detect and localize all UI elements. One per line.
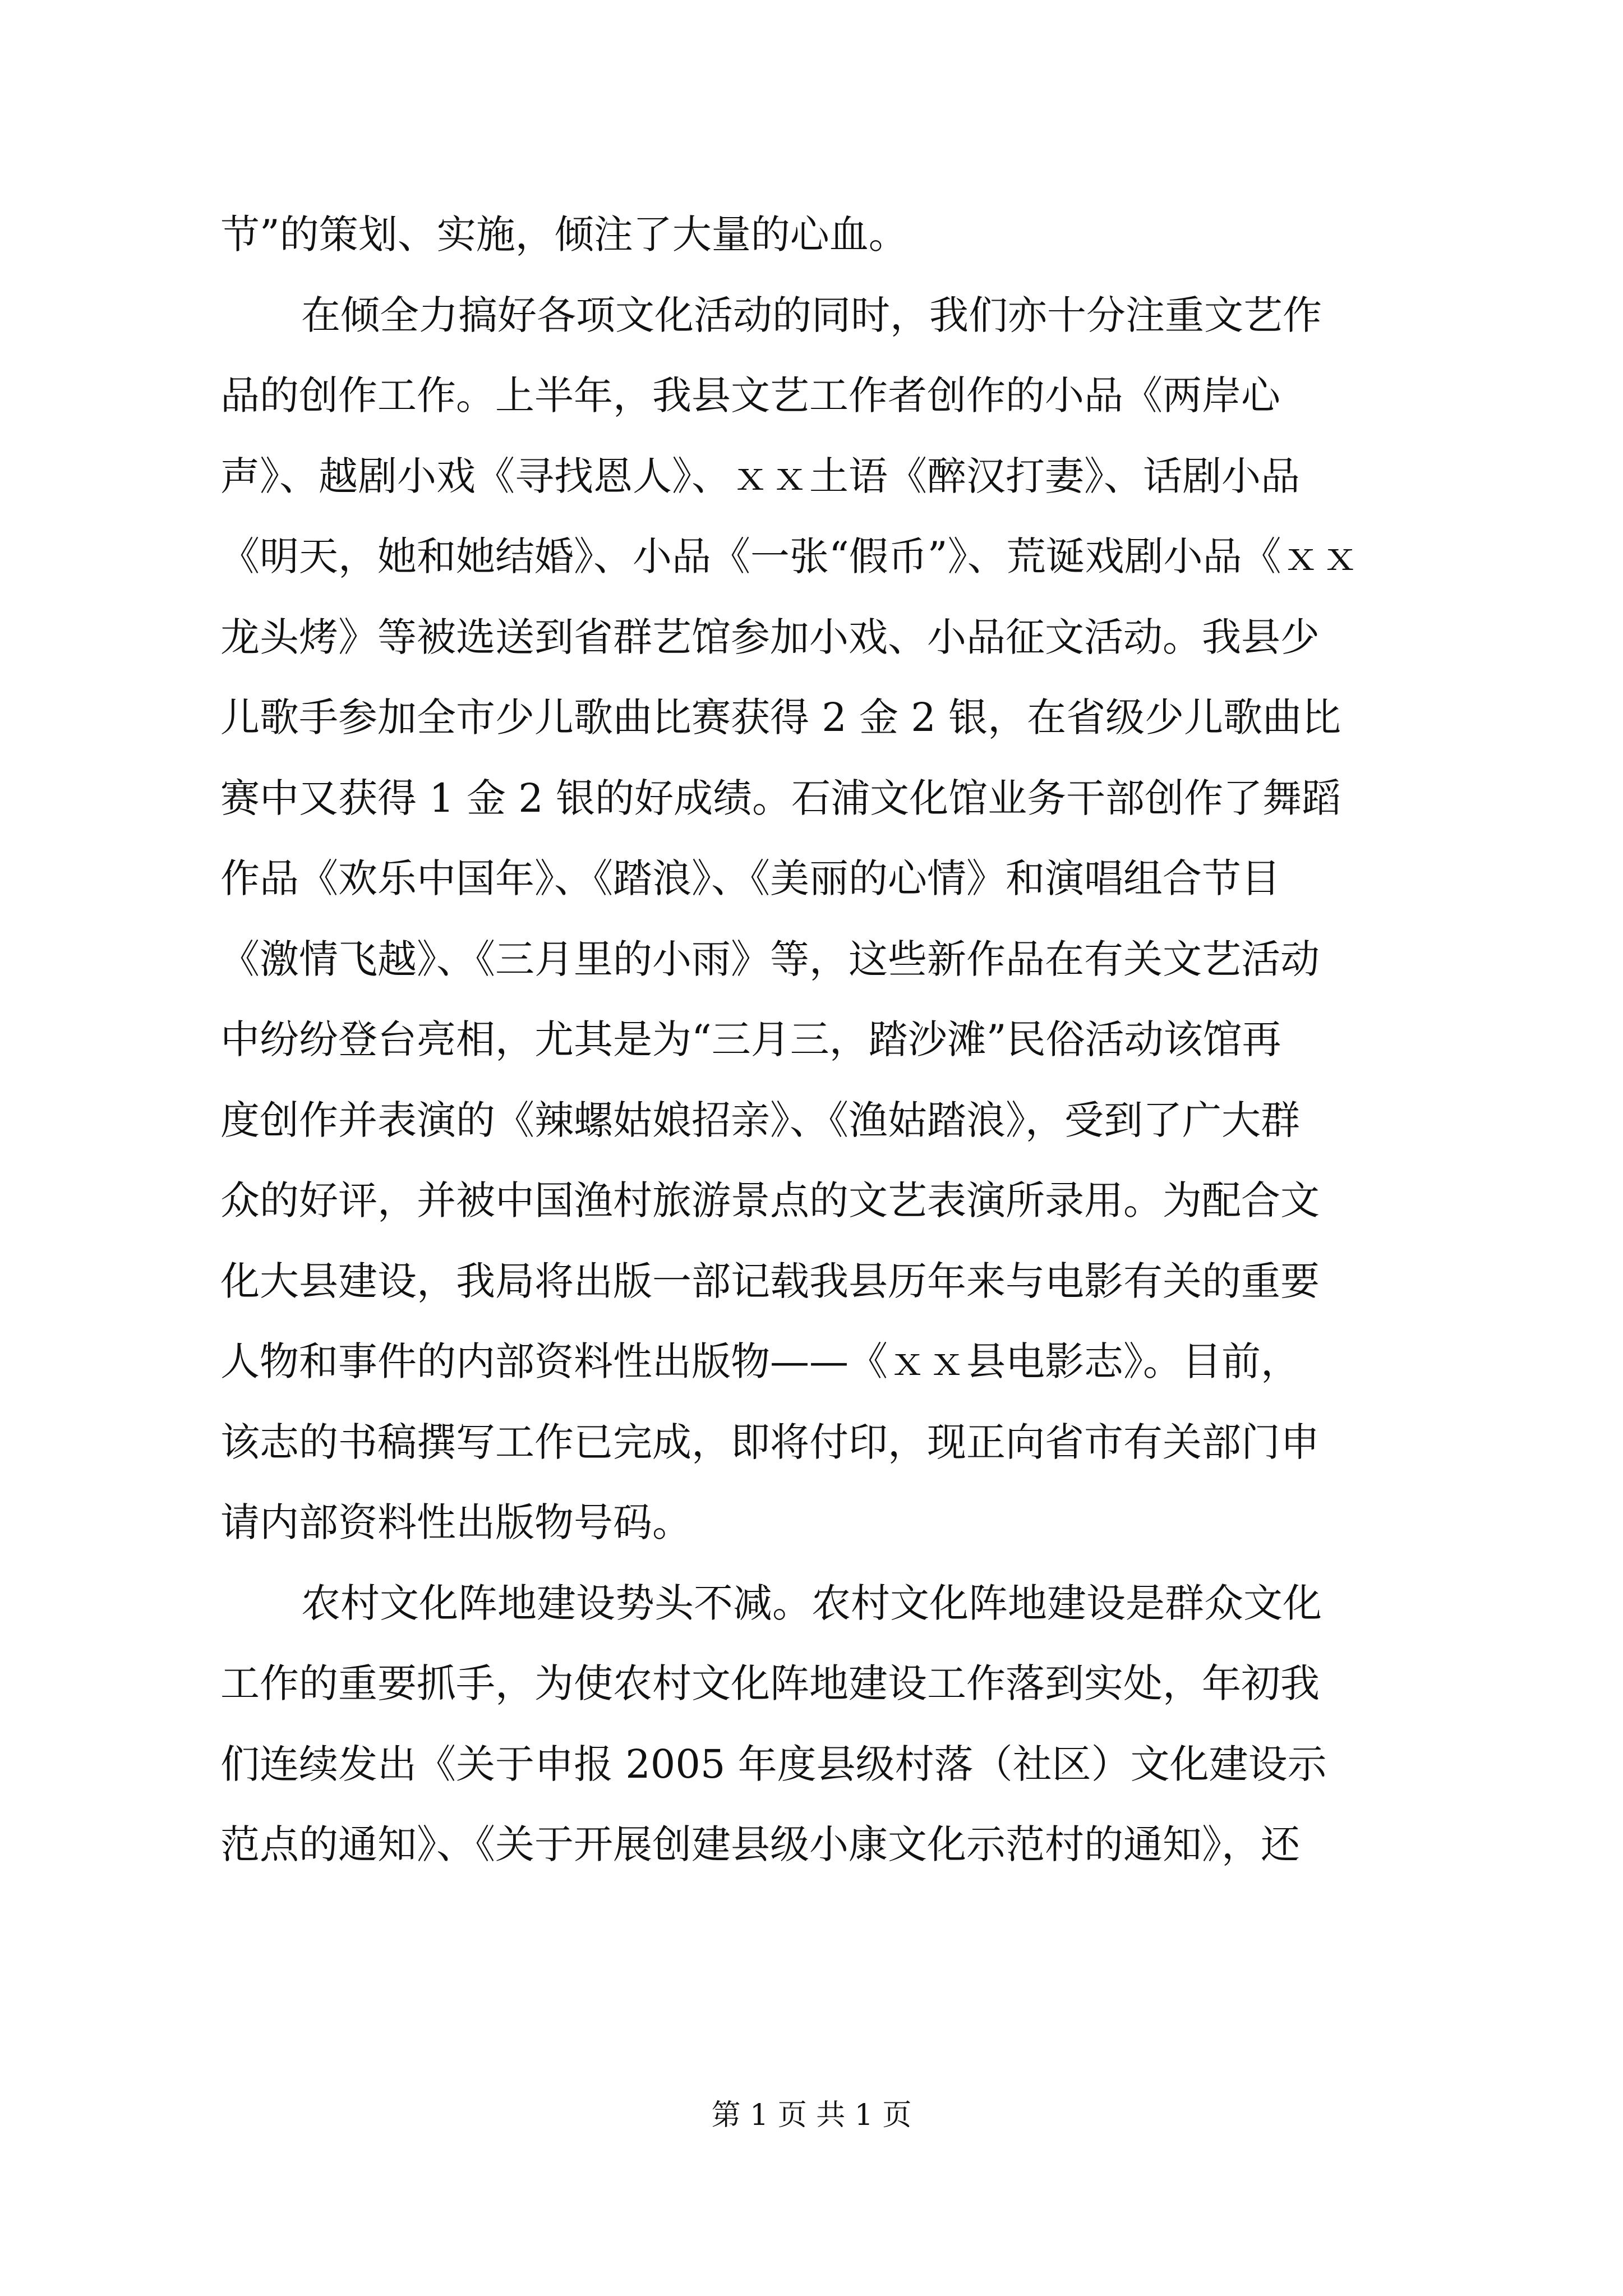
text-line: 人物和事件的内部资料性出版物——《ｘｘ县电影志》。目前，: [220, 1338, 1300, 1384]
text-line: 赛中又获得 1 金 2 银的好成绩。石浦文化馆业务干部创作了舞蹈: [220, 775, 1341, 821]
paragraph-first-line: 在倾全力搞好各项文化活动的同时，我们亦十分注重文艺作: [301, 292, 1322, 338]
text-line: 中纷纷登台亮相，尤其是为“三月三，踏沙滩”民俗活动该馆再: [220, 1016, 1281, 1062]
text-line: 请内部资料性出版物号码。: [220, 1499, 691, 1545]
text-line: 儿歌手参加全市少儿歌曲比赛获得 2 金 2 银，在省级少儿歌曲比: [220, 694, 1341, 740]
page-number-footer: 第 1 页 共 1 页: [711, 2099, 912, 2132]
text-line: 该志的书稿撰写工作已完成，即将付印，现正向省市有关部门申: [220, 1419, 1320, 1465]
text-line: 声》、越剧小戏《寻找恩人》、ｘｘ土语《醉汉打妻》、话剧小品: [220, 453, 1300, 499]
text-line: 度创作并表演的《辣螺姑娘招亲》、《渔姑踏浪》，受到了广大群: [220, 1097, 1300, 1143]
text-line: 品的创作工作。上半年，我县文艺工作者创作的小品《两岸心: [220, 372, 1280, 418]
text-line: 范点的通知》、《关于开展创建县级小康文化示范村的通知》，还: [220, 1821, 1300, 1867]
text-line: 龙头烤》等被选送到省群艺馆参加小戏、小品征文活动。我县少: [220, 614, 1320, 660]
text-line: 们连续发出《关于申报 2005 年度县级村落（社区）文化建设示: [220, 1741, 1327, 1787]
text-line: 《明天，她和她结婚》、小品《一张“假币”》、荒诞戏剧小品《ｘｘ: [220, 533, 1360, 579]
paragraph-first-line: 农村文化阵地建设势头不减。农村文化阵地建设是群众文化: [301, 1580, 1322, 1626]
text-line: 《激情飞越》、《三月里的小雨》等，这些新作品在有关文艺活动: [220, 936, 1320, 982]
text-line: 众的好评，并被中国渔村旅游景点的文艺表演所录用。为配合文: [220, 1177, 1320, 1223]
text-line: 作品《欢乐中国年》、《踏浪》、《美丽的心情》和演唱组合节目: [220, 855, 1280, 901]
text-line: 化大县建设，我局将出版一部记载我县历年来与电影有关的重要: [220, 1258, 1320, 1304]
text-line: 工作的重要抓手，为使农村文化阵地建设工作落到实处，年初我: [220, 1660, 1320, 1706]
text-line: 节”的策划、实施，倾注了大量的心血。: [220, 211, 908, 257]
